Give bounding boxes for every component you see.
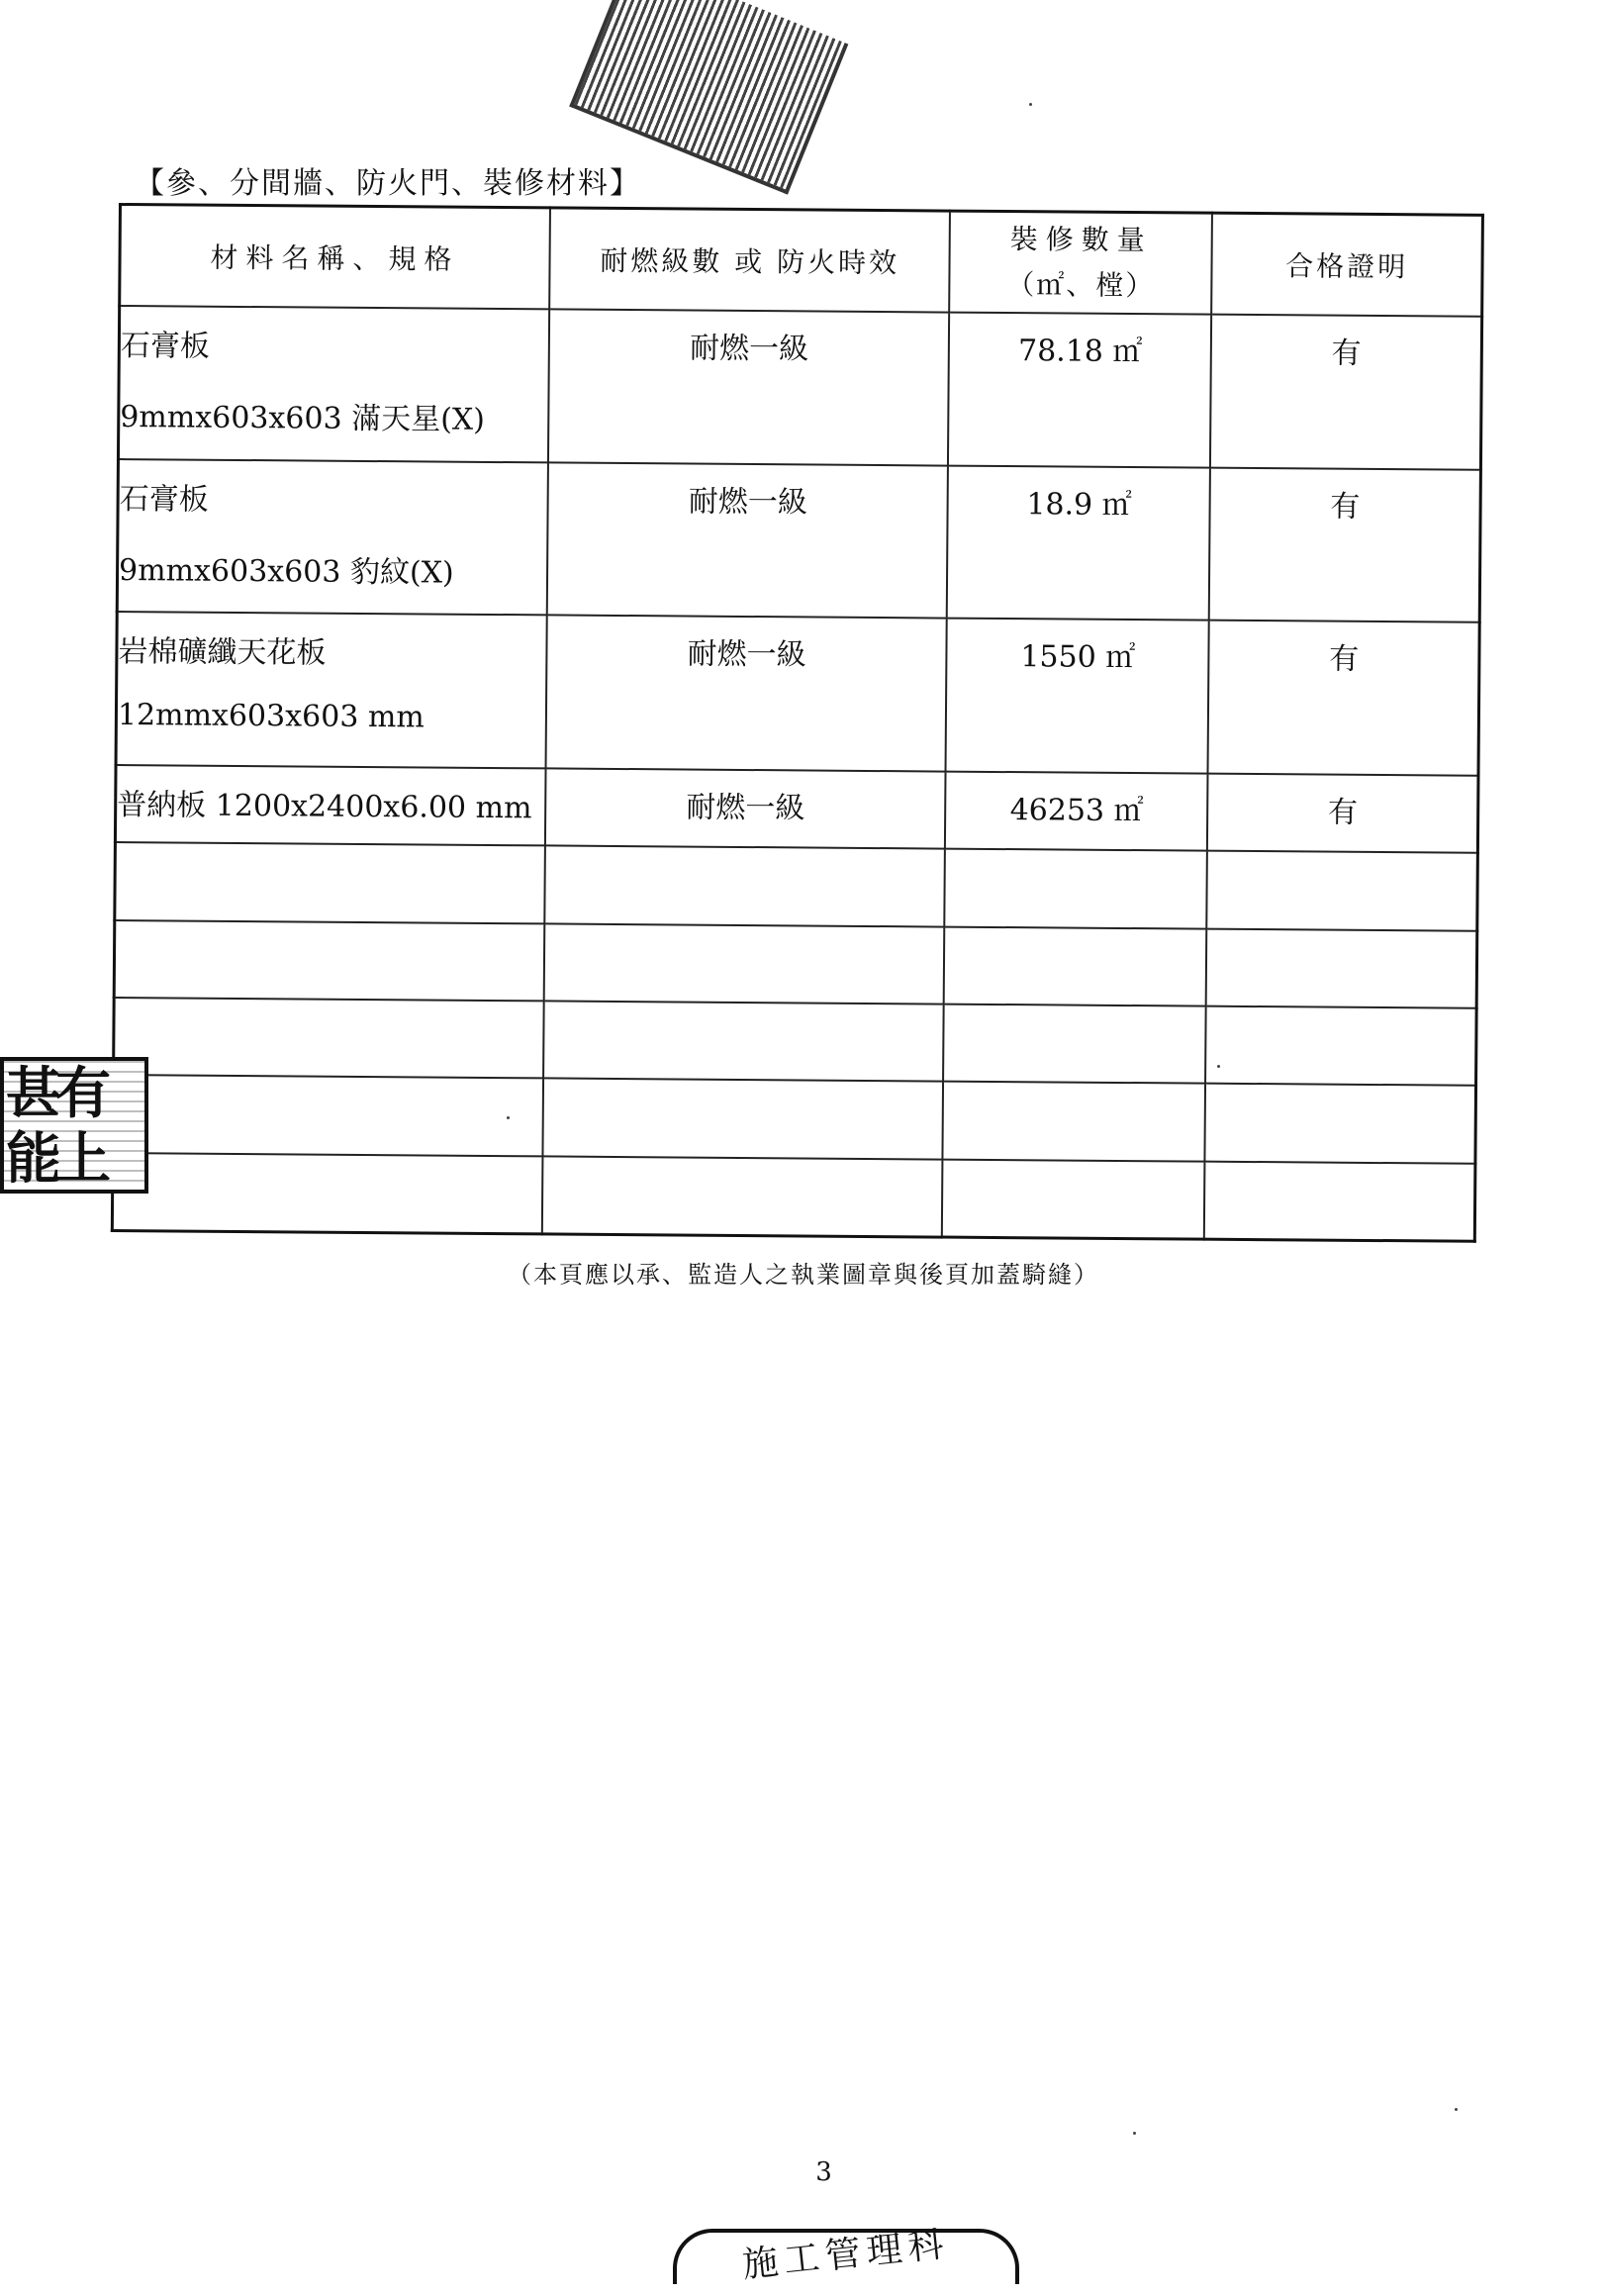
- cell-quantity: [947, 465, 1210, 621]
- official-seal-left: [0, 1057, 148, 1194]
- seal-bottom-text: 施工管理科: [740, 2224, 952, 2286]
- cell-fire-rating: [547, 462, 949, 619]
- quantity-value: 1550 ㎡: [1020, 639, 1136, 676]
- header-fire-rating: 耐燃級數 或 防火時效: [549, 208, 950, 313]
- material-name: 岩棉礦纖天花板: [118, 634, 327, 671]
- table-row: [118, 306, 1481, 469]
- quantity-value: 18.9 ㎡: [1026, 486, 1132, 523]
- seal-left-text: 甚有能上: [6, 1061, 105, 1192]
- fire-rating-value: 耐燃一級: [689, 331, 809, 367]
- empty-cell: [113, 1075, 543, 1156]
- quantity-value: 46253 ㎡: [1009, 793, 1144, 829]
- page-number: 3: [815, 2157, 832, 2187]
- empty-cell: [112, 1153, 542, 1234]
- empty-cell: [542, 1156, 943, 1237]
- empty-cell: [1204, 1161, 1475, 1241]
- cell-fire-rating: [548, 309, 950, 465]
- cell-fire-rating: [545, 616, 947, 772]
- header-material-name: 材料名稱、規格: [120, 205, 550, 310]
- empty-cell: [1206, 1006, 1477, 1086]
- cell-material-name: [115, 765, 545, 846]
- certificate-value: 有: [1327, 795, 1359, 830]
- material-name: 普納板 1200x2400x6.00 mm: [117, 787, 532, 826]
- scan-speck: [1455, 2108, 1458, 2111]
- empty-table-row: [112, 1153, 1475, 1242]
- empty-cell: [1205, 1084, 1476, 1163]
- table-header-row: [120, 205, 1483, 317]
- empty-cell: [544, 923, 945, 1004]
- certificate-value: 有: [1331, 335, 1362, 371]
- empty-cell: [1207, 851, 1478, 930]
- cell-material-name: [118, 306, 549, 462]
- cell-quantity: [946, 619, 1209, 774]
- cell-quantity: [948, 313, 1211, 468]
- header-quantity: [950, 211, 1213, 315]
- empty-cell: [115, 842, 545, 923]
- empty-cell: [543, 1001, 944, 1082]
- scan-speck: [507, 1116, 510, 1119]
- empty-cell: [943, 1004, 1206, 1084]
- header-quantity-title: 裝修數量: [1009, 223, 1153, 257]
- footnote: （本頁應以承、監造人之執業圖章與後頁加蓋騎縫）: [508, 1261, 1099, 1289]
- official-seal-bottom: [673, 2224, 1019, 2286]
- cell-material-name: [116, 612, 547, 768]
- empty-cell: [114, 920, 544, 1002]
- header-quantity-unit: （㎡、樘）: [1006, 268, 1156, 303]
- scan-speck: [1133, 2132, 1136, 2135]
- empty-table-row: [113, 1075, 1476, 1163]
- empty-cell: [544, 846, 945, 927]
- cell-certificate: [1210, 315, 1481, 470]
- cell-material-name: [117, 459, 548, 616]
- empty-cell: [944, 926, 1207, 1005]
- quantity-value: 78.18 ㎡: [1017, 334, 1143, 370]
- table-row: [117, 459, 1480, 622]
- cell-certificate: [1209, 467, 1480, 622]
- material-spec: 9mmx603x603 豹紋(X): [118, 552, 454, 591]
- header-certificate: 合格證明: [1212, 213, 1483, 317]
- empty-table-row: [114, 998, 1477, 1086]
- empty-table-row: [115, 842, 1478, 930]
- materials-table-wrapper: [111, 203, 1484, 1243]
- material-spec: 9mmx603x603 滿天星(X): [120, 400, 486, 437]
- section-title: 【參、分間牆、防火門、裝修材料】: [135, 166, 641, 201]
- empty-cell: [943, 1082, 1206, 1161]
- table-row: [115, 765, 1478, 853]
- material-spec: 12mmx603x603 mm: [117, 698, 425, 735]
- cell-quantity: [945, 772, 1208, 851]
- material-name: 石膏板: [120, 329, 210, 364]
- materials-table: [111, 203, 1484, 1243]
- cell-certificate: [1208, 621, 1479, 776]
- cell-certificate: [1207, 774, 1478, 853]
- empty-cell: [945, 849, 1208, 928]
- empty-cell: [1206, 928, 1477, 1007]
- material-name: 石膏板: [119, 481, 209, 518]
- scan-speck: [1029, 103, 1032, 106]
- empty-cell: [114, 998, 544, 1079]
- table-row: [116, 612, 1479, 775]
- fire-rating-value: 耐燃一級: [688, 484, 807, 521]
- empty-cell: [542, 1079, 943, 1160]
- empty-table-row: [114, 920, 1477, 1008]
- empty-cell: [942, 1159, 1205, 1239]
- fire-rating-value: 耐燃一級: [686, 790, 805, 826]
- cell-fire-rating: [545, 768, 946, 849]
- scan-speck: [1217, 1065, 1220, 1068]
- certificate-value: 有: [1329, 641, 1360, 678]
- fire-rating-value: 耐燃一級: [687, 636, 806, 673]
- certificate-value: 有: [1330, 489, 1361, 525]
